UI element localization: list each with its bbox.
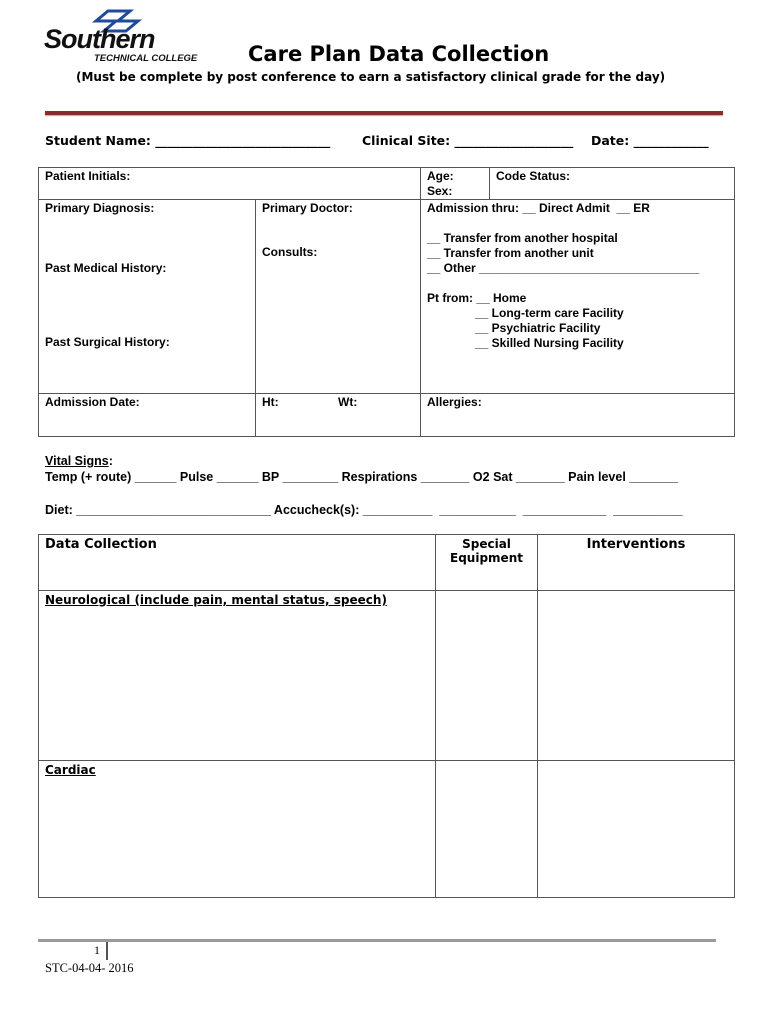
table-row bbox=[39, 761, 735, 898]
neurological-equipment-cell[interactable] bbox=[436, 591, 538, 761]
allergies-cell[interactable] bbox=[421, 394, 735, 437]
code-status-cell[interactable] bbox=[490, 168, 735, 200]
date-field[interactable]: Date: ____________ bbox=[591, 133, 709, 148]
neurological-data-cell[interactable] bbox=[39, 591, 436, 761]
neurological-interventions-cell[interactable] bbox=[538, 591, 735, 761]
document-code: STC-04-04- 2016 bbox=[45, 961, 134, 975]
age-sex-cell[interactable] bbox=[421, 168, 490, 200]
admission-source-cell[interactable] bbox=[421, 200, 735, 394]
psych-facility-option[interactable]: __ Psychiatric Facility bbox=[475, 321, 601, 335]
doctor-cell[interactable] bbox=[256, 200, 421, 394]
data-collection-header bbox=[39, 535, 436, 591]
vital-signs-colon: : bbox=[108, 454, 113, 468]
logo-wordmark: Southern bbox=[44, 24, 155, 54]
past-medical-history-label: Past Medical History: bbox=[45, 261, 167, 275]
primary-doctor-label: Primary Doctor: bbox=[262, 201, 353, 215]
college-logo bbox=[44, 8, 204, 68]
patient-info-table bbox=[38, 167, 735, 437]
admission-date-label: Admission Date: bbox=[45, 395, 140, 409]
cardiac-equipment-cell[interactable] bbox=[436, 761, 538, 898]
sex-label: Sex: bbox=[427, 184, 453, 198]
footer-page-marker bbox=[106, 942, 108, 960]
code-status-label: Code Status: bbox=[496, 169, 571, 183]
admission-thru-option[interactable]: Admission thru: __ Direct Admit __ ER bbox=[427, 201, 650, 215]
diagnosis-history-cell[interactable] bbox=[39, 200, 256, 394]
admission-date-cell[interactable] bbox=[39, 394, 256, 437]
primary-diagnosis-label: Primary Diagnosis: bbox=[45, 201, 155, 215]
consults-label: Consults: bbox=[262, 245, 318, 259]
vital-signs-title: Vital Signs bbox=[45, 454, 109, 468]
height-weight-cell[interactable] bbox=[256, 394, 421, 437]
interventions-title: Interventions bbox=[586, 537, 686, 552]
clinical-site-field[interactable]: Clinical Site: ___________________ bbox=[362, 133, 574, 148]
age-label: Age: bbox=[427, 169, 454, 183]
cardiac-label: Cardiac bbox=[45, 763, 96, 777]
data-collection-title: Data Collection bbox=[45, 537, 157, 552]
past-surgical-history-label: Past Surgical History: bbox=[45, 335, 170, 349]
student-name-field[interactable]: Student Name: ____________________________ bbox=[45, 133, 331, 148]
page-subtitle: (Must be complete by post conference to earn a satisfactory clinical grade for the day) bbox=[76, 70, 666, 84]
transfer-unit-option[interactable]: __ Transfer from another unit bbox=[427, 246, 594, 260]
header-rule bbox=[45, 111, 723, 115]
snf-option[interactable]: __ Skilled Nursing Facility bbox=[475, 336, 624, 350]
height-label: Ht: bbox=[262, 395, 279, 409]
neurological-label: Neurological (include pain, mental status, speech) bbox=[45, 593, 387, 607]
vital-signs-heading bbox=[45, 454, 113, 469]
footer-rule bbox=[38, 939, 716, 942]
transfer-hospital-option[interactable]: __ Transfer from another hospital bbox=[427, 231, 618, 245]
cardiac-interventions-cell[interactable] bbox=[538, 761, 735, 898]
special-equipment-line1: Special bbox=[462, 537, 511, 551]
vital-signs-line[interactable]: Temp (+ route) ______ Pulse ______ BP ________ Respirations _______ O2 Sat _______ Pain level _______ bbox=[45, 470, 678, 484]
interventions-header bbox=[538, 535, 735, 591]
special-equipment-header bbox=[436, 535, 538, 591]
table-row bbox=[39, 591, 735, 761]
patient-initials-label: Patient Initials: bbox=[45, 169, 131, 183]
logo-subtitle: TECHNICAL COLLEGE bbox=[94, 53, 198, 64]
pt-from-home-option[interactable]: Pt from: __ Home bbox=[427, 291, 527, 305]
other-option[interactable]: __ Other _________________________________ bbox=[427, 261, 700, 275]
data-collection-table bbox=[38, 534, 735, 898]
diet-accucheck-line[interactable]: Diet: ____________________________ Accucheck(s): __________ ___________ ____________ __________ bbox=[45, 503, 683, 517]
special-equipment-line2: Equipment bbox=[450, 551, 523, 565]
allergies-label: Allergies: bbox=[427, 395, 482, 409]
cardiac-data-cell[interactable] bbox=[39, 761, 436, 898]
weight-label: Wt: bbox=[338, 395, 358, 409]
patient-initials-cell[interactable] bbox=[39, 168, 421, 200]
page-number: 1 bbox=[94, 943, 100, 957]
ltc-facility-option[interactable]: __ Long-term care Facility bbox=[475, 306, 624, 320]
page-title: Care Plan Data Collection bbox=[248, 42, 550, 66]
